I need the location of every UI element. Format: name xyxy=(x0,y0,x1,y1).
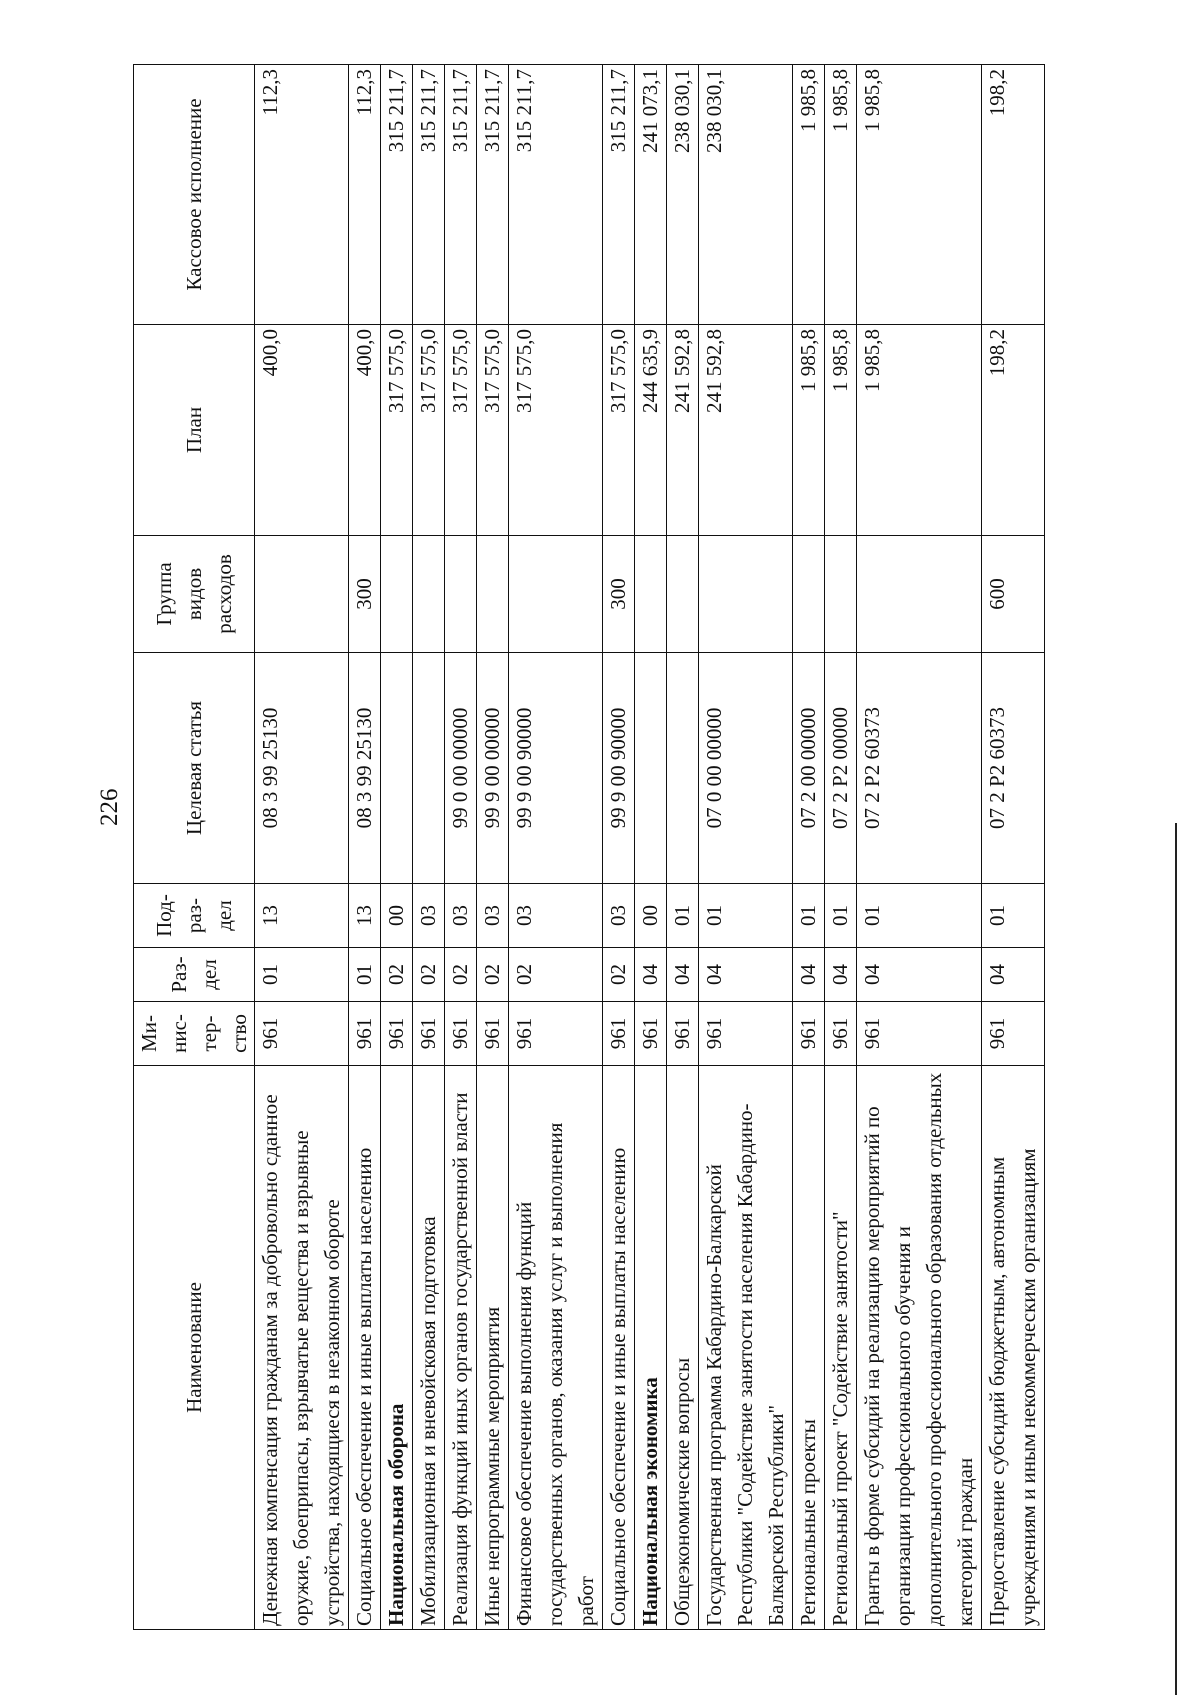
cell-subsection: 01 xyxy=(857,884,982,948)
cell-target: 07 2 P2 60373 xyxy=(857,653,982,884)
cell-group: 300 xyxy=(603,536,635,653)
cell-plan: 317 575,0 xyxy=(445,325,477,536)
cell-cash: 315 211,7 xyxy=(381,65,413,325)
cell-target: 07 2 P2 00000 xyxy=(825,653,857,884)
header-subsection: Под-раз-дел xyxy=(134,884,255,948)
table-row xyxy=(635,65,667,1630)
cell-cash: 112,3 xyxy=(255,65,349,325)
header-target: Целевая статья xyxy=(134,653,255,884)
budget-table xyxy=(133,64,1045,1630)
cell-group xyxy=(413,536,445,653)
cell-cash: 238 030,1 xyxy=(667,65,699,325)
cell-section: 04 xyxy=(982,948,1045,1002)
table-header-row xyxy=(134,65,255,1630)
cell-ministry: 961 xyxy=(982,1002,1045,1066)
cell-plan: 400,0 xyxy=(255,325,349,536)
cell-target: 99 0 00 00000 xyxy=(445,653,477,884)
cell-section: 01 xyxy=(349,948,381,1002)
cell-group xyxy=(255,536,349,653)
cell-cash: 315 211,7 xyxy=(445,65,477,325)
cell-section: 04 xyxy=(825,948,857,1002)
cell-target: 08 3 99 25130 xyxy=(255,653,349,884)
cell-section: 02 xyxy=(603,948,635,1002)
cell-plan: 198,2 xyxy=(982,325,1045,536)
cell-name: Гранты в форме субсидий на реализацию мероприятий по организации профессионального обучения и дополнительного профессионального образования отдельных категорий граждан xyxy=(857,1066,982,1630)
cell-section: 02 xyxy=(509,948,603,1002)
cell-plan: 241 592,8 xyxy=(667,325,699,536)
cell-section: 04 xyxy=(793,948,825,1002)
cell-ministry: 961 xyxy=(477,1002,509,1066)
cell-ministry: 961 xyxy=(413,1002,445,1066)
cell-ministry: 961 xyxy=(509,1002,603,1066)
header-group: Группа видов расходов xyxy=(134,536,255,653)
header-ministry: Ми-нис-тер-ство xyxy=(134,1002,255,1066)
cell-target xyxy=(667,653,699,884)
cell-group: 600 xyxy=(982,536,1045,653)
table-row xyxy=(857,65,982,1630)
cell-cash: 315 211,7 xyxy=(603,65,635,325)
cell-name: Региональные проекты xyxy=(793,1066,825,1630)
cell-cash: 112,3 xyxy=(349,65,381,325)
cell-subsection: 01 xyxy=(699,884,793,948)
cell-section: 04 xyxy=(635,948,667,1002)
cell-group xyxy=(509,536,603,653)
cell-plan: 1 985,8 xyxy=(857,325,982,536)
cell-ministry: 961 xyxy=(825,1002,857,1066)
cell-name: Общеэкономические вопросы xyxy=(667,1066,699,1630)
table-row xyxy=(509,65,603,1630)
cell-target: 99 9 00 90000 xyxy=(603,653,635,884)
cell-plan: 317 575,0 xyxy=(477,325,509,536)
cell-cash: 1 985,8 xyxy=(857,65,982,325)
cell-plan: 1 985,8 xyxy=(793,325,825,536)
scan-edge-line xyxy=(1175,823,1177,1695)
cell-subsection: 01 xyxy=(825,884,857,948)
cell-cash: 241 073,1 xyxy=(635,65,667,325)
cell-plan: 317 575,0 xyxy=(509,325,603,536)
header-cash: Кассовое исполнение xyxy=(134,65,255,325)
cell-target: 07 2 P2 60373 xyxy=(982,653,1045,884)
cell-name: Государственная программа Кабардино-Балкарской Республики "Содействие занятости населения Кабардино-Балкарской Республики" xyxy=(699,1066,793,1630)
table-row xyxy=(255,65,349,1630)
cell-group xyxy=(667,536,699,653)
table-row xyxy=(793,65,825,1630)
cell-target: 08 3 99 25130 xyxy=(349,653,381,884)
cell-name: Финансовое обеспечение выполнения функций государственных органов, оказания услуг и выполнения работ xyxy=(509,1066,603,1630)
cell-subsection: 01 xyxy=(667,884,699,948)
cell-target: 99 9 00 90000 xyxy=(509,653,603,884)
cell-name: Региональный проект "Содействие занятости" xyxy=(825,1066,857,1630)
cell-group xyxy=(825,536,857,653)
table-row xyxy=(381,65,413,1630)
table-row xyxy=(603,65,635,1630)
cell-cash: 315 211,7 xyxy=(477,65,509,325)
table-row xyxy=(445,65,477,1630)
cell-group xyxy=(445,536,477,653)
table-body xyxy=(255,65,1045,1630)
cell-group xyxy=(635,536,667,653)
cell-cash: 238 030,1 xyxy=(699,65,793,325)
cell-plan: 244 635,9 xyxy=(635,325,667,536)
cell-section: 02 xyxy=(413,948,445,1002)
cell-target: 07 0 00 00000 xyxy=(699,653,793,884)
cell-plan: 241 592,8 xyxy=(699,325,793,536)
cell-plan: 1 985,8 xyxy=(825,325,857,536)
cell-subsection: 01 xyxy=(982,884,1045,948)
cell-name: Иные непрограммные мероприятия xyxy=(477,1066,509,1630)
cell-target xyxy=(381,653,413,884)
cell-section: 04 xyxy=(857,948,982,1002)
cell-target: 99 9 00 00000 xyxy=(477,653,509,884)
table-row xyxy=(477,65,509,1630)
cell-name: Национальная оборона xyxy=(381,1066,413,1630)
cell-section: 02 xyxy=(381,948,413,1002)
table-row xyxy=(349,65,381,1630)
cell-group xyxy=(477,536,509,653)
cell-plan: 317 575,0 xyxy=(381,325,413,536)
cell-ministry: 961 xyxy=(793,1002,825,1066)
cell-ministry: 961 xyxy=(667,1002,699,1066)
cell-subsection: 03 xyxy=(603,884,635,948)
cell-ministry: 961 xyxy=(255,1002,349,1066)
table-row xyxy=(667,65,699,1630)
cell-plan: 317 575,0 xyxy=(603,325,635,536)
cell-subsection: 03 xyxy=(477,884,509,948)
cell-cash: 1 985,8 xyxy=(793,65,825,325)
cell-subsection: 00 xyxy=(381,884,413,948)
cell-group: 300 xyxy=(349,536,381,653)
cell-section: 04 xyxy=(667,948,699,1002)
cell-cash: 315 211,7 xyxy=(413,65,445,325)
cell-subsection: 03 xyxy=(413,884,445,948)
cell-subsection: 13 xyxy=(255,884,349,948)
cell-plan: 400,0 xyxy=(349,325,381,536)
cell-name: Социальное обеспечение и иные выплаты населению xyxy=(603,1066,635,1630)
cell-section: 04 xyxy=(699,948,793,1002)
header-section: Раз-дел xyxy=(134,948,255,1002)
cell-group xyxy=(699,536,793,653)
cell-ministry: 961 xyxy=(349,1002,381,1066)
cell-subsection: 13 xyxy=(349,884,381,948)
cell-ministry: 961 xyxy=(603,1002,635,1066)
cell-name: Денежная компенсация гражданам за добровольно сданное оружие, боеприпасы, взрывчатые вещества и взрывные устройства, находящиеся в незаконном обороте xyxy=(255,1066,349,1630)
table-row xyxy=(699,65,793,1630)
cell-ministry: 961 xyxy=(699,1002,793,1066)
cell-group xyxy=(857,536,982,653)
table-row xyxy=(825,65,857,1630)
cell-target: 07 2 00 00000 xyxy=(793,653,825,884)
cell-target xyxy=(413,653,445,884)
cell-cash: 1 985,8 xyxy=(825,65,857,325)
header-plan: План xyxy=(134,325,255,536)
cell-subsection: 01 xyxy=(793,884,825,948)
cell-subsection: 03 xyxy=(445,884,477,948)
cell-plan: 317 575,0 xyxy=(413,325,445,536)
cell-group xyxy=(793,536,825,653)
page-number: 226 xyxy=(96,788,123,826)
cell-ministry: 961 xyxy=(381,1002,413,1066)
cell-name: Национальная экономика xyxy=(635,1066,667,1630)
cell-name: Социальное обеспечение и иные выплаты населению xyxy=(349,1066,381,1630)
cell-name: Предоставление субсидий бюджетным, автономным учреждениям и иным некоммерческим организациям xyxy=(982,1066,1045,1630)
rotated-document xyxy=(133,65,1108,1630)
cell-section: 02 xyxy=(477,948,509,1002)
cell-ministry: 961 xyxy=(857,1002,982,1066)
cell-section: 02 xyxy=(445,948,477,1002)
cell-ministry: 961 xyxy=(445,1002,477,1066)
cell-target xyxy=(635,653,667,884)
cell-group xyxy=(381,536,413,653)
cell-section: 01 xyxy=(255,948,349,1002)
cell-cash: 198,2 xyxy=(982,65,1045,325)
header-name: Наименование xyxy=(134,1066,255,1630)
cell-name: Мобилизационная и вневойсковая подготовка xyxy=(413,1066,445,1630)
table-row xyxy=(413,65,445,1630)
cell-cash: 315 211,7 xyxy=(509,65,603,325)
cell-subsection: 03 xyxy=(509,884,603,948)
cell-name: Реализация функций иных органов государственной власти xyxy=(445,1066,477,1630)
table-row xyxy=(982,65,1045,1630)
cell-ministry: 961 xyxy=(635,1002,667,1066)
cell-subsection: 00 xyxy=(635,884,667,948)
